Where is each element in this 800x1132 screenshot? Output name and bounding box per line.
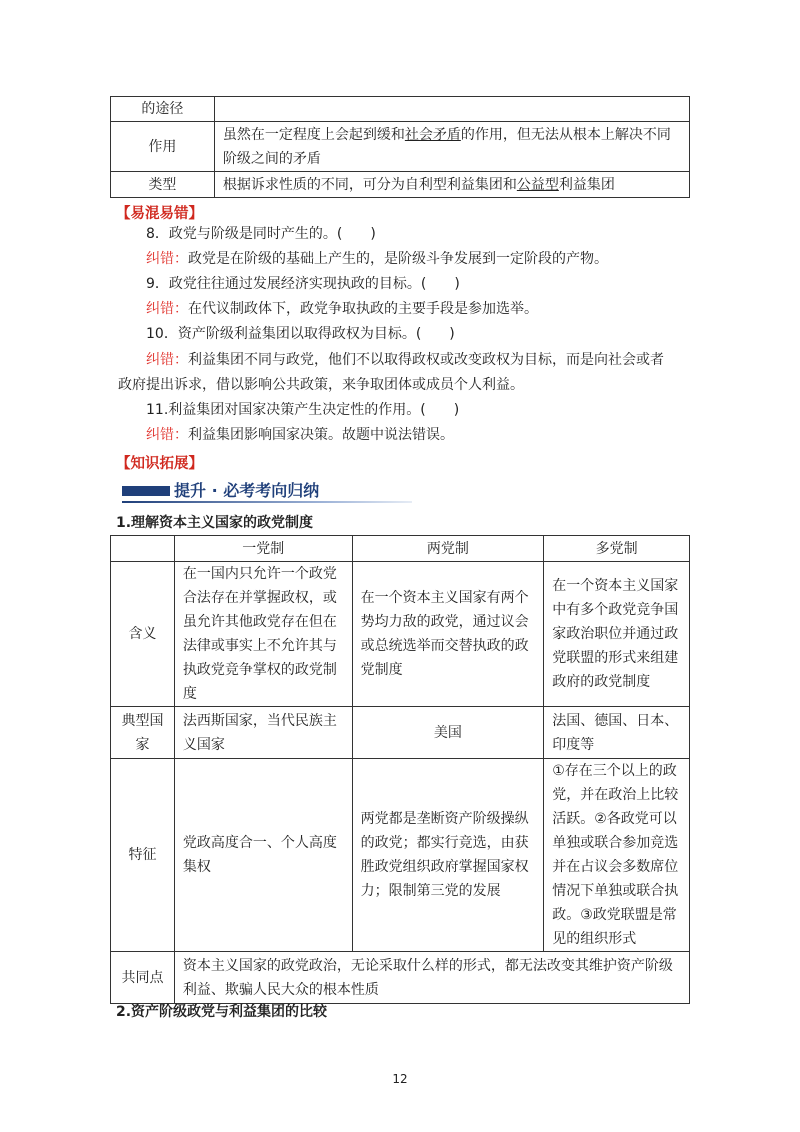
header-two-party: 两党制 — [352, 536, 544, 562]
row-label-countries: 典型国 家 — [111, 707, 175, 759]
header-one-party: 一党制 — [174, 536, 352, 562]
header-empty — [111, 536, 175, 562]
question-11: 11.利益集团对国家决策产生决定性的作用。( ) — [146, 402, 460, 418]
cell-two-party-features: 两党都是垄断资产阶级操纵 的政党；都实行竞选，由获 胜政党组织政府掌握国家权 力；限制第三党的发展 — [352, 759, 544, 952]
banner-underline — [122, 501, 412, 503]
correction-10: 纠错：利益集团不同与政党，他们不以取得政权或改变政权为目标，而是向社会或者 — [146, 352, 664, 368]
cell-two-party-countries: 美国 — [352, 707, 544, 759]
cell-common: 资本主义国家的政党政治，无论采取什么样的形式，都无法改变其维护资产阶级 利益、欺骗人民大众的根本性质 — [174, 952, 689, 1004]
row-text: 根据诉求性质的不同，可分为自利型利益集团和公益型利益集团 — [214, 172, 689, 198]
banner-text: 提升 · 必考考向归纳 — [174, 481, 320, 500]
question-10: 10．资产阶级利益集团以取得政权为目标。( ) — [146, 326, 455, 342]
heading-2: 2.资产阶级政党与利益集团的比较 — [116, 1004, 328, 1020]
cell-one-party-meaning: 在一国内只允许一个政党 合法存在并掌握政权，或 虽允许其他政党存在但在 法律或事实上不允许其与 执政党竞争掌权的政党制 度 — [174, 562, 352, 707]
banner — [122, 480, 412, 502]
cell-multi-party-meaning: 在一个资本主义国家 中有多个政党竞争国 家政治职位并通过政 党联盟的形式来组建 政府的政党制度 — [544, 562, 690, 707]
cell-multi-party-features: ①存在三个以上的政 党，并在政治上比较 活跃。②各政党可以 单独或联合参加竞选 并在占议会多数席位 情况下单独或联合执 政。③政党联盟是常 见的组织形式 — [544, 759, 690, 952]
question-8: 8．政党与阶级是同时产生的。( ) — [146, 226, 376, 242]
cell-one-party-countries: 法西斯国家，当代民族主 义国家 — [174, 707, 352, 759]
heading-1: 1.理解资本主义国家的政党制度 — [116, 515, 314, 531]
page-number: 12 — [392, 1072, 408, 1086]
top-table — [110, 96, 690, 198]
row-text — [214, 97, 689, 122]
cell-multi-party-countries: 法国、德国、日本、 印度等 — [544, 707, 690, 759]
correction-9: 纠错：在代议制政体下，政党争取执政的主要手段是参加选举。 — [146, 301, 538, 317]
row-label: 的途径 — [111, 97, 215, 122]
row-text: 虽然在一定程度上会起到缓和社会矛盾的作用，但无法从根本上解决不同 阶级之间的矛盾 — [214, 122, 689, 172]
correction-11: 纠错：利益集团影响国家决策。故题中说法错误。 — [146, 427, 454, 443]
question-9: 9．政党往往通过发展经济实现执政的目标。( ) — [146, 276, 460, 292]
party-system-table — [110, 535, 690, 1004]
row-label: 作用 — [111, 122, 215, 172]
section-title-expand: 【知识拓展】 — [116, 456, 203, 472]
cell-two-party-meaning: 在一个资本主义国家有两个 势均力敌的政党，通过议会 或总统选举而交替执政的政 党制度 — [352, 562, 544, 707]
row-label: 类型 — [111, 172, 215, 198]
row-label-common: 共同点 — [111, 952, 175, 1004]
section-title-confuse: 【易混易错】 — [116, 206, 203, 222]
row-label-meaning: 含义 — [111, 562, 175, 707]
header-multi-party: 多党制 — [544, 536, 690, 562]
correction-8: 纠错：政党是在阶级的基础上产生的，是阶级斗争发展到一定阶段的产物。 — [146, 251, 608, 267]
row-label-features: 特征 — [111, 759, 175, 952]
correction-10-line2: 政府提出诉求，借以影响公共政策，来争取团体或成员个人利益。 — [118, 377, 524, 393]
banner-bar — [122, 486, 170, 496]
cell-one-party-features: 党政高度合一、个人高度 集权 — [174, 759, 352, 952]
